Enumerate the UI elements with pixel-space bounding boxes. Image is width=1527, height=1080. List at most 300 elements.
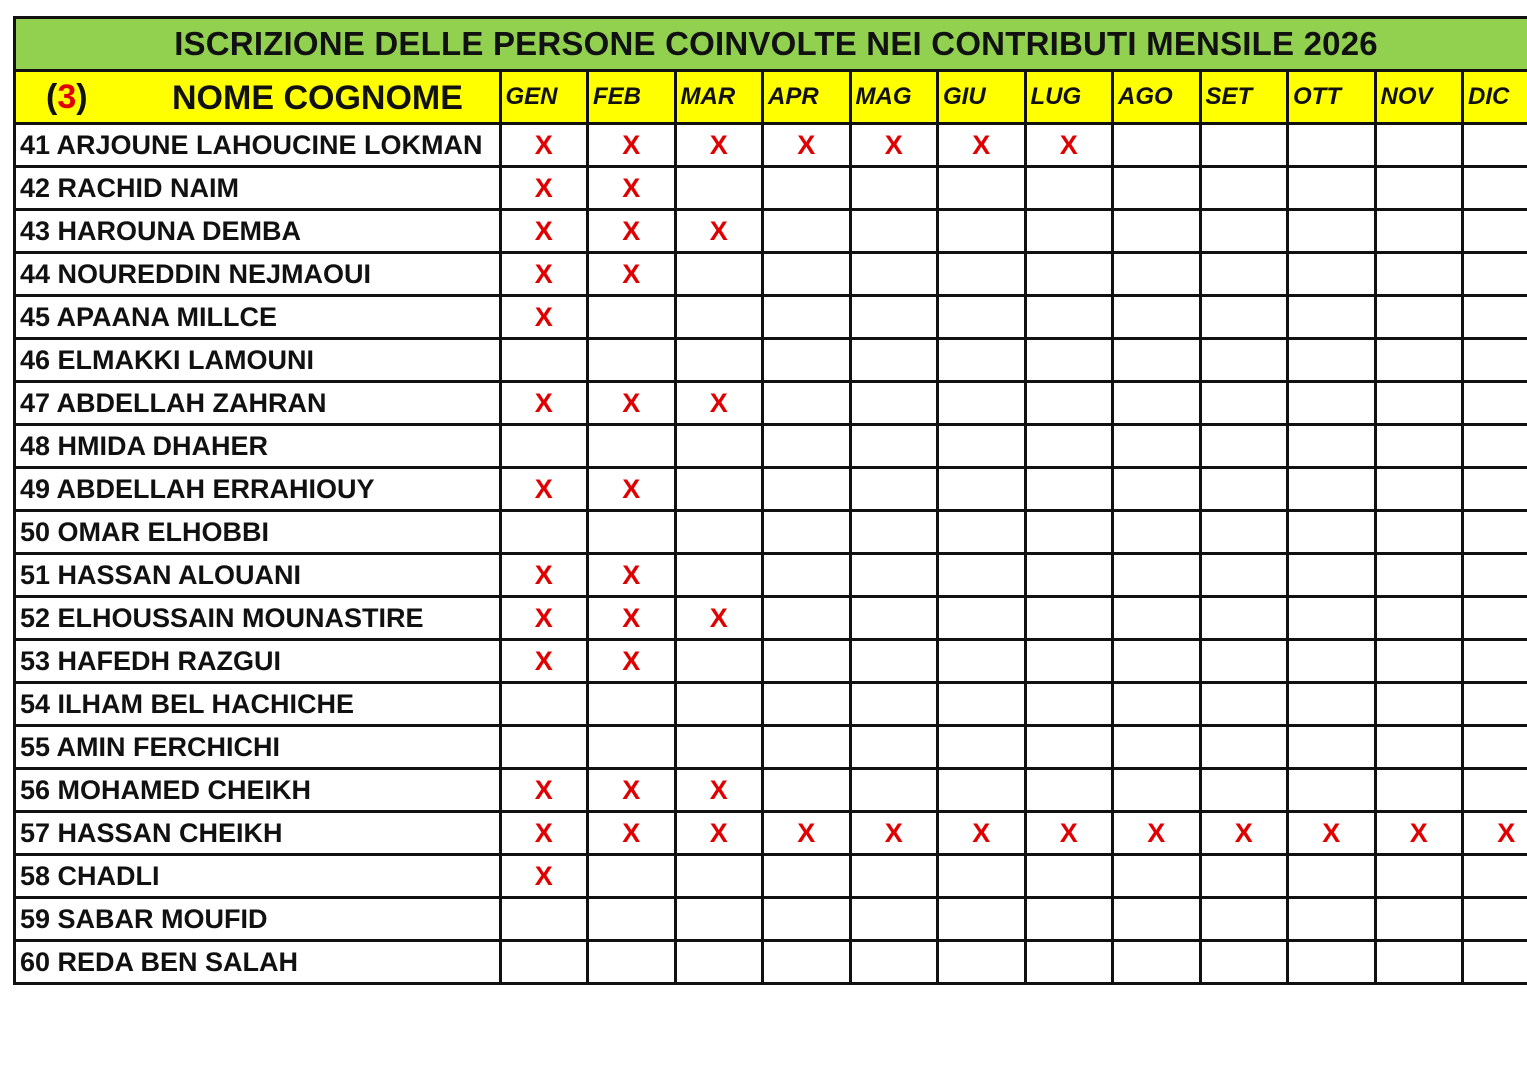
- month-cell-feb[interactable]: [588, 296, 676, 339]
- month-cell-giu[interactable]: [938, 640, 1026, 683]
- month-cell-gen[interactable]: [500, 511, 588, 554]
- month-cell-lug[interactable]: [1025, 339, 1113, 382]
- month-cell-gen[interactable]: [500, 597, 588, 640]
- month-cell-ago[interactable]: [1113, 210, 1201, 253]
- month-cell-nov[interactable]: [1375, 124, 1463, 167]
- month-cell-mag[interactable]: [850, 855, 938, 898]
- person-name-cell: 51 HASSAN ALOUANI: [16, 554, 500, 597]
- month-cell-feb[interactable]: [588, 769, 676, 812]
- month-cell-set[interactable]: [1200, 124, 1288, 167]
- month-cell-apr[interactable]: [763, 210, 851, 253]
- month-cell-ott[interactable]: [1288, 855, 1376, 898]
- month-cell-ago[interactable]: [1113, 726, 1201, 769]
- month-cell-set[interactable]: [1200, 683, 1288, 726]
- table-row: [16, 210, 1527, 253]
- month-cell-apr[interactable]: [763, 726, 851, 769]
- month-cell-ago[interactable]: [1113, 683, 1201, 726]
- paid-mark: X: [797, 817, 816, 848]
- paid-mark: X: [1497, 817, 1516, 848]
- month-cell-feb[interactable]: [588, 253, 676, 296]
- month-cell-gen[interactable]: [500, 382, 588, 425]
- month-cell-dic[interactable]: [1463, 812, 1527, 855]
- month-cell-mag[interactable]: [850, 511, 938, 554]
- month-cell-giu[interactable]: [938, 726, 1026, 769]
- month-cell-feb[interactable]: [588, 210, 676, 253]
- month-cell-set[interactable]: [1200, 898, 1288, 941]
- month-cell-lug[interactable]: [1025, 468, 1113, 511]
- month-cell-lug[interactable]: [1025, 941, 1113, 984]
- month-cell-dic[interactable]: [1463, 210, 1527, 253]
- month-cell-lug[interactable]: [1025, 210, 1113, 253]
- month-cell-nov[interactable]: [1375, 425, 1463, 468]
- month-cell-lug[interactable]: [1025, 124, 1113, 167]
- month-cell-nov[interactable]: [1375, 511, 1463, 554]
- paid-mark: X: [709, 215, 728, 246]
- month-cell-giu[interactable]: [938, 382, 1026, 425]
- month-cell-gen[interactable]: [500, 554, 588, 597]
- month-cell-ago[interactable]: [1113, 812, 1201, 855]
- month-cell-ott[interactable]: [1288, 382, 1376, 425]
- month-cell-set[interactable]: [1200, 382, 1288, 425]
- month-cell-ott[interactable]: [1288, 296, 1376, 339]
- month-cell-set[interactable]: [1200, 855, 1288, 898]
- month-cell-mar[interactable]: [675, 898, 763, 941]
- month-cell-mar[interactable]: [675, 812, 763, 855]
- month-cell-apr[interactable]: [763, 296, 851, 339]
- month-cell-set[interactable]: [1200, 425, 1288, 468]
- month-cell-gen[interactable]: [500, 253, 588, 296]
- month-cell-set[interactable]: [1200, 769, 1288, 812]
- month-cell-gen[interactable]: [500, 941, 588, 984]
- month-cell-feb[interactable]: [588, 683, 676, 726]
- month-cell-set[interactable]: [1200, 640, 1288, 683]
- month-cell-lug[interactable]: [1025, 382, 1113, 425]
- paid-mark: X: [884, 817, 903, 848]
- month-cell-nov[interactable]: [1375, 339, 1463, 382]
- month-cell-apr[interactable]: [763, 339, 851, 382]
- month-cell-ott[interactable]: [1288, 597, 1376, 640]
- month-cell-feb[interactable]: [588, 855, 676, 898]
- month-cell-feb[interactable]: [588, 597, 676, 640]
- month-cell-set[interactable]: [1200, 339, 1288, 382]
- month-cell-nov[interactable]: [1375, 210, 1463, 253]
- month-cell-dic[interactable]: [1463, 855, 1527, 898]
- paid-mark: X: [534, 387, 553, 418]
- month-cell-dic[interactable]: [1463, 425, 1527, 468]
- month-cell-set[interactable]: [1200, 210, 1288, 253]
- month-cell-feb[interactable]: [588, 640, 676, 683]
- month-cell-lug[interactable]: [1025, 683, 1113, 726]
- month-cell-nov[interactable]: [1375, 898, 1463, 941]
- paid-mark: X: [1059, 129, 1078, 160]
- person-name-cell: 46 ELMAKKI LAMOUNI: [16, 339, 500, 382]
- month-cell-mar[interactable]: [675, 683, 763, 726]
- month-cell-apr[interactable]: [763, 124, 851, 167]
- month-cell-giu[interactable]: [938, 597, 1026, 640]
- month-cell-mag[interactable]: [850, 812, 938, 855]
- month-cell-mag[interactable]: [850, 726, 938, 769]
- paid-mark: X: [972, 129, 991, 160]
- month-cell-apr[interactable]: [763, 468, 851, 511]
- month-cell-dic[interactable]: [1463, 769, 1527, 812]
- month-cell-lug[interactable]: [1025, 769, 1113, 812]
- month-cell-mar[interactable]: [675, 382, 763, 425]
- month-cell-nov[interactable]: [1375, 597, 1463, 640]
- month-cell-apr[interactable]: [763, 597, 851, 640]
- month-cell-apr[interactable]: [763, 683, 851, 726]
- month-cell-feb[interactable]: [588, 898, 676, 941]
- month-cell-giu[interactable]: [938, 554, 1026, 597]
- month-cell-dic[interactable]: [1463, 941, 1527, 984]
- person-name-cell: 58 CHADLI: [16, 855, 500, 898]
- table-row: [16, 769, 1527, 812]
- month-cell-set[interactable]: [1200, 511, 1288, 554]
- month-cell-feb[interactable]: [588, 812, 676, 855]
- month-header-apr: APR: [763, 72, 851, 124]
- month-cell-apr[interactable]: [763, 941, 851, 984]
- month-cell-nov[interactable]: [1375, 253, 1463, 296]
- month-cell-ago[interactable]: [1113, 124, 1201, 167]
- month-cell-mag[interactable]: [850, 468, 938, 511]
- month-cell-dic[interactable]: [1463, 898, 1527, 941]
- month-header-giu: GIU: [938, 72, 1026, 124]
- month-cell-dic[interactable]: [1463, 124, 1527, 167]
- month-cell-set[interactable]: [1200, 554, 1288, 597]
- month-cell-apr[interactable]: [763, 898, 851, 941]
- table-row: [16, 898, 1527, 941]
- month-cell-feb[interactable]: [588, 468, 676, 511]
- paid-mark: X: [622, 774, 641, 805]
- month-cell-gen[interactable]: [500, 468, 588, 511]
- month-cell-ott[interactable]: [1288, 167, 1376, 210]
- month-cell-nov[interactable]: [1375, 769, 1463, 812]
- paid-mark: X: [534, 559, 553, 590]
- paid-mark: X: [797, 129, 816, 160]
- month-cell-giu[interactable]: [938, 511, 1026, 554]
- table-row: [16, 124, 1527, 167]
- table-row: [16, 812, 1527, 855]
- paid-mark: X: [622, 215, 641, 246]
- month-cell-set[interactable]: [1200, 253, 1288, 296]
- person-name-cell: 54 ILHAM BEL HACHICHE: [16, 683, 500, 726]
- month-cell-mag[interactable]: [850, 382, 938, 425]
- table-row: [16, 511, 1527, 554]
- month-header-nov: NOV: [1375, 72, 1463, 124]
- month-cell-ago[interactable]: [1113, 167, 1201, 210]
- month-cell-dic[interactable]: [1463, 640, 1527, 683]
- month-cell-mar[interactable]: [675, 769, 763, 812]
- month-cell-mag[interactable]: [850, 210, 938, 253]
- month-cell-mag[interactable]: [850, 296, 938, 339]
- month-cell-gen[interactable]: [500, 339, 588, 382]
- month-cell-apr[interactable]: [763, 425, 851, 468]
- month-cell-feb[interactable]: [588, 425, 676, 468]
- month-cell-mar[interactable]: [675, 210, 763, 253]
- person-name-cell: 42 RACHID NAIM: [16, 167, 500, 210]
- month-cell-set[interactable]: [1200, 812, 1288, 855]
- paid-mark: X: [622, 387, 641, 418]
- month-cell-gen[interactable]: [500, 812, 588, 855]
- month-header-mag: MAG: [850, 72, 938, 124]
- month-cell-feb[interactable]: [588, 339, 676, 382]
- month-cell-dic[interactable]: [1463, 339, 1527, 382]
- month-cell-dic[interactable]: [1463, 511, 1527, 554]
- month-cell-gen[interactable]: [500, 855, 588, 898]
- month-cell-lug[interactable]: [1025, 425, 1113, 468]
- month-cell-ago[interactable]: [1113, 511, 1201, 554]
- month-cell-ott[interactable]: [1288, 468, 1376, 511]
- month-cell-giu[interactable]: [938, 769, 1026, 812]
- month-cell-set[interactable]: [1200, 296, 1288, 339]
- paid-mark: X: [709, 129, 728, 160]
- table-row: [16, 554, 1527, 597]
- month-cell-mar[interactable]: [675, 296, 763, 339]
- month-cell-ago[interactable]: [1113, 898, 1201, 941]
- month-cell-giu[interactable]: [938, 468, 1026, 511]
- month-header-feb: FEB: [588, 72, 676, 124]
- paid-mark: X: [622, 602, 641, 633]
- month-cell-feb[interactable]: [588, 167, 676, 210]
- month-cell-set[interactable]: [1200, 468, 1288, 511]
- month-cell-nov[interactable]: [1375, 382, 1463, 425]
- month-cell-ott[interactable]: [1288, 726, 1376, 769]
- month-cell-giu[interactable]: [938, 898, 1026, 941]
- month-cell-ago[interactable]: [1113, 382, 1201, 425]
- sheet-title: ISCRIZIONE DELLE PERSONE COINVOLTE NEI CONTRIBUTI MENSILE 2026: [174, 25, 1378, 62]
- month-cell-apr[interactable]: [763, 855, 851, 898]
- month-cell-gen[interactable]: [500, 124, 588, 167]
- month-cell-feb[interactable]: [588, 941, 676, 984]
- month-cell-nov[interactable]: [1375, 812, 1463, 855]
- month-cell-dic[interactable]: [1463, 554, 1527, 597]
- month-cell-feb[interactable]: [588, 511, 676, 554]
- month-cell-lug[interactable]: [1025, 898, 1113, 941]
- title-row: [16, 19, 1527, 72]
- month-cell-giu[interactable]: [938, 339, 1026, 382]
- month-cell-giu[interactable]: [938, 210, 1026, 253]
- month-cell-lug[interactable]: [1025, 511, 1113, 554]
- table-row: [16, 726, 1527, 769]
- month-cell-lug[interactable]: [1025, 253, 1113, 296]
- month-cell-lug[interactable]: [1025, 167, 1113, 210]
- month-cell-mar[interactable]: [675, 425, 763, 468]
- rows-body: [16, 124, 1527, 984]
- month-cell-ott[interactable]: [1288, 683, 1376, 726]
- month-cell-nov[interactable]: [1375, 941, 1463, 984]
- paid-mark: X: [1409, 817, 1428, 848]
- month-cell-ago[interactable]: [1113, 296, 1201, 339]
- month-cell-nov[interactable]: [1375, 683, 1463, 726]
- month-cell-nov[interactable]: [1375, 468, 1463, 511]
- month-cell-gen[interactable]: [500, 167, 588, 210]
- month-cell-nov[interactable]: [1375, 554, 1463, 597]
- month-cell-ott[interactable]: [1288, 812, 1376, 855]
- month-cell-apr[interactable]: [763, 511, 851, 554]
- month-cell-giu[interactable]: [938, 124, 1026, 167]
- paid-mark: X: [1059, 817, 1078, 848]
- paid-mark: X: [622, 129, 641, 160]
- month-cell-mag[interactable]: [850, 554, 938, 597]
- month-cell-dic[interactable]: [1463, 167, 1527, 210]
- month-cell-apr[interactable]: [763, 167, 851, 210]
- month-cell-set[interactable]: [1200, 726, 1288, 769]
- month-cell-nov[interactable]: [1375, 296, 1463, 339]
- table-row: [16, 425, 1527, 468]
- table-row: [16, 167, 1527, 210]
- month-cell-gen[interactable]: [500, 726, 588, 769]
- month-cell-mag[interactable]: [850, 124, 938, 167]
- month-cell-dic[interactable]: [1463, 296, 1527, 339]
- month-cell-mag[interactable]: [850, 898, 938, 941]
- paid-mark: X: [709, 387, 728, 418]
- paid-mark: X: [622, 559, 641, 590]
- month-header-mar: MAR: [675, 72, 763, 124]
- month-cell-feb[interactable]: [588, 124, 676, 167]
- month-cell-ago[interactable]: [1113, 640, 1201, 683]
- paid-mark: X: [622, 473, 641, 504]
- month-cell-ago[interactable]: [1113, 597, 1201, 640]
- month-cell-feb[interactable]: [588, 382, 676, 425]
- month-cell-mar[interactable]: [675, 855, 763, 898]
- month-cell-giu[interactable]: [938, 941, 1026, 984]
- paid-mark: X: [622, 172, 641, 203]
- month-cell-apr[interactable]: [763, 769, 851, 812]
- month-cell-ago[interactable]: [1113, 253, 1201, 296]
- month-cell-dic[interactable]: [1463, 468, 1527, 511]
- month-cell-ott[interactable]: [1288, 898, 1376, 941]
- month-cell-giu[interactable]: [938, 812, 1026, 855]
- person-name-cell: 57 HASSAN CHEIKH: [16, 812, 500, 855]
- month-cell-nov[interactable]: [1375, 726, 1463, 769]
- month-cell-mar[interactable]: [675, 339, 763, 382]
- month-cell-giu[interactable]: [938, 855, 1026, 898]
- month-cell-mar[interactable]: [675, 253, 763, 296]
- person-name-cell: 52 ELHOUSSAIN MOUNASTIRE: [16, 597, 500, 640]
- month-cell-set[interactable]: [1200, 167, 1288, 210]
- month-cell-giu[interactable]: [938, 683, 1026, 726]
- month-cell-ott[interactable]: [1288, 769, 1376, 812]
- month-cell-giu[interactable]: [938, 167, 1026, 210]
- month-cell-gen[interactable]: [500, 425, 588, 468]
- month-cell-ott[interactable]: [1288, 511, 1376, 554]
- month-cell-dic[interactable]: [1463, 726, 1527, 769]
- paid-mark: X: [534, 258, 553, 289]
- month-header-ago: AGO: [1113, 72, 1201, 124]
- month-cell-mar[interactable]: [675, 941, 763, 984]
- month-cell-gen[interactable]: [500, 296, 588, 339]
- month-cell-gen[interactable]: [500, 898, 588, 941]
- month-cell-ott[interactable]: [1288, 640, 1376, 683]
- paid-mark: X: [534, 774, 553, 805]
- month-cell-apr[interactable]: [763, 812, 851, 855]
- month-cell-gen[interactable]: [500, 210, 588, 253]
- month-cell-mar[interactable]: [675, 468, 763, 511]
- paid-mark: X: [534, 473, 553, 504]
- month-cell-apr[interactable]: [763, 382, 851, 425]
- month-cell-giu[interactable]: [938, 296, 1026, 339]
- month-cell-mar[interactable]: [675, 726, 763, 769]
- paid-mark: X: [972, 817, 991, 848]
- person-name-cell: 60 REDA BEN SALAH: [16, 941, 500, 984]
- month-cell-dic[interactable]: [1463, 597, 1527, 640]
- month-cell-ott[interactable]: [1288, 210, 1376, 253]
- paid-mark: X: [534, 860, 553, 891]
- month-cell-mag[interactable]: [850, 253, 938, 296]
- month-cell-mag[interactable]: [850, 425, 938, 468]
- person-name-cell: 44 NOUREDDIN NEJMAOUI: [16, 253, 500, 296]
- month-cell-apr[interactable]: [763, 554, 851, 597]
- month-cell-nov[interactable]: [1375, 167, 1463, 210]
- month-cell-ago[interactable]: [1113, 339, 1201, 382]
- month-cell-set[interactable]: [1200, 941, 1288, 984]
- month-cell-giu[interactable]: [938, 253, 1026, 296]
- month-cell-nov[interactable]: [1375, 640, 1463, 683]
- month-cell-lug[interactable]: [1025, 640, 1113, 683]
- month-cell-giu[interactable]: [938, 425, 1026, 468]
- month-cell-mar[interactable]: [675, 554, 763, 597]
- month-cell-ago[interactable]: [1113, 769, 1201, 812]
- month-cell-lug[interactable]: [1025, 554, 1113, 597]
- month-cell-ago[interactable]: [1113, 855, 1201, 898]
- month-cell-ago[interactable]: [1113, 468, 1201, 511]
- month-cell-apr[interactable]: [763, 640, 851, 683]
- month-cell-feb[interactable]: [588, 726, 676, 769]
- month-cell-lug[interactable]: [1025, 597, 1113, 640]
- month-cell-ott[interactable]: [1288, 124, 1376, 167]
- month-cell-mar[interactable]: [675, 597, 763, 640]
- month-cell-ott[interactable]: [1288, 941, 1376, 984]
- month-cell-mar[interactable]: [675, 124, 763, 167]
- month-cell-ott[interactable]: [1288, 425, 1376, 468]
- month-cell-ott[interactable]: [1288, 339, 1376, 382]
- table-row: [16, 253, 1527, 296]
- month-cell-ago[interactable]: [1113, 425, 1201, 468]
- month-cell-mar[interactable]: [675, 640, 763, 683]
- month-cell-mag[interactable]: [850, 769, 938, 812]
- month-cell-ago[interactable]: [1113, 554, 1201, 597]
- month-cell-feb[interactable]: [588, 554, 676, 597]
- month-cell-mag[interactable]: [850, 941, 938, 984]
- month-cell-dic[interactable]: [1463, 382, 1527, 425]
- month-cell-mag[interactable]: [850, 597, 938, 640]
- person-name-cell: 55 AMIN FERCHICHI: [16, 726, 500, 769]
- month-cell-gen[interactable]: [500, 683, 588, 726]
- month-cell-mag[interactable]: [850, 167, 938, 210]
- month-cell-ott[interactable]: [1288, 253, 1376, 296]
- month-cell-ago[interactable]: [1113, 941, 1201, 984]
- table-row: [16, 683, 1527, 726]
- month-cell-dic[interactable]: [1463, 253, 1527, 296]
- month-cell-gen[interactable]: [500, 769, 588, 812]
- month-cell-gen[interactable]: [500, 640, 588, 683]
- month-cell-lug[interactable]: [1025, 812, 1113, 855]
- month-cell-mag[interactable]: [850, 640, 938, 683]
- month-cell-lug[interactable]: [1025, 855, 1113, 898]
- month-cell-mag[interactable]: [850, 683, 938, 726]
- paid-mark: X: [534, 129, 553, 160]
- month-cell-lug[interactable]: [1025, 296, 1113, 339]
- month-header-set: SET: [1200, 72, 1288, 124]
- month-cell-mar[interactable]: [675, 167, 763, 210]
- month-cell-dic[interactable]: [1463, 683, 1527, 726]
- month-cell-nov[interactable]: [1375, 855, 1463, 898]
- month-cell-mag[interactable]: [850, 339, 938, 382]
- month-cell-mar[interactable]: [675, 511, 763, 554]
- month-cell-lug[interactable]: [1025, 726, 1113, 769]
- month-cell-set[interactable]: [1200, 597, 1288, 640]
- month-cell-ott[interactable]: [1288, 554, 1376, 597]
- month-cell-apr[interactable]: [763, 253, 851, 296]
